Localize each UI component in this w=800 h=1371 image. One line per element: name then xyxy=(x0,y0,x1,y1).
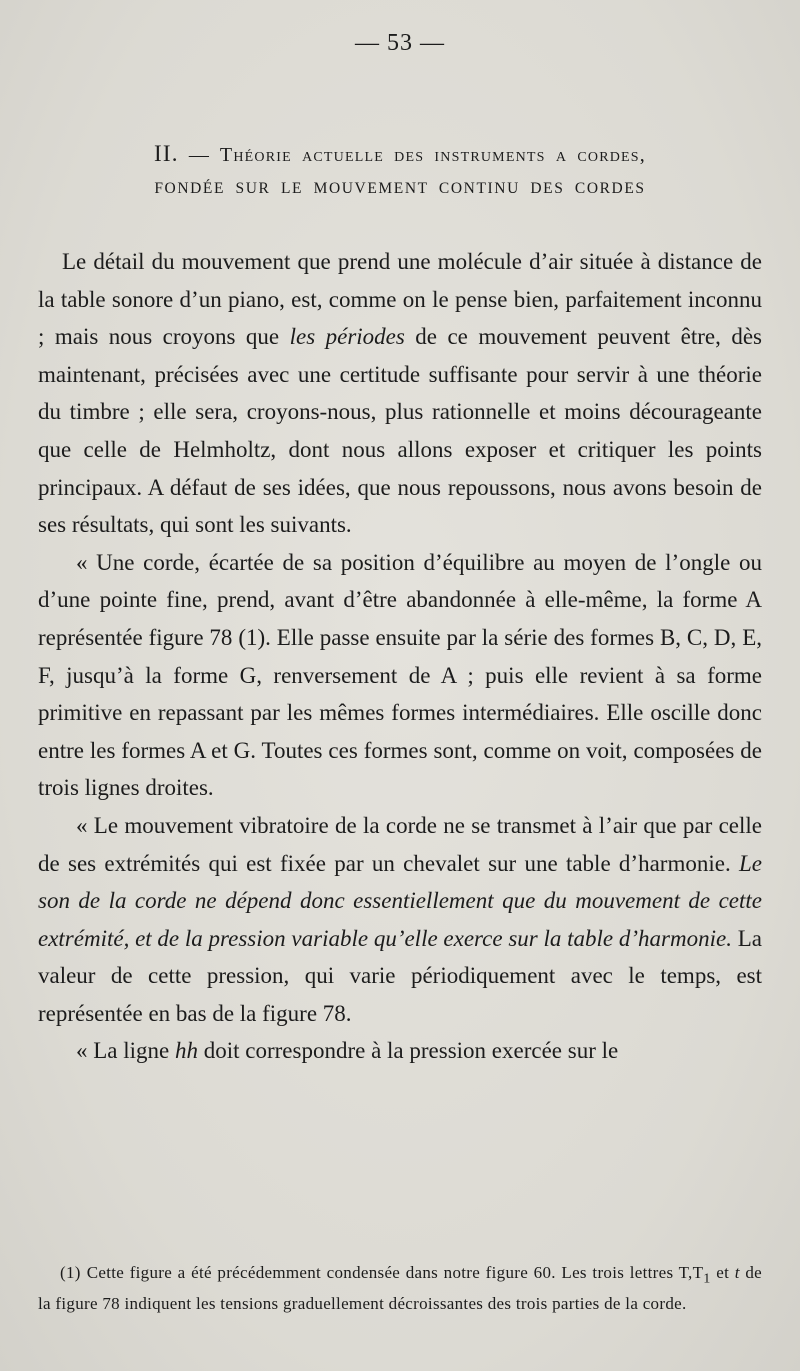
footnote-italic-text: t xyxy=(734,1263,740,1282)
section-number: II. xyxy=(154,141,179,166)
footnote xyxy=(38,1260,762,1316)
section-title-line-1: Théorie actuelle des instruments a cordes, xyxy=(219,144,646,166)
paragraph-text: « Une corde, écartée de sa position d’équilibre au moyen de l’ongle ou d’une pointe fine, prend, avant d’être abandonnée à elle-même, la forme A représentée figure 78 (1). Elle passe ensuite par la série des formes B, C, D, E, F, jusqu’à la forme G, renversement de A ; puis elle revient à sa forme primitive en repassant par les mêmes formes intermédiaires. Elle oscille donc entre les formes A et G. Toutes ces formes sont, comme on voit, composées de trois lignes droites. xyxy=(38,549,762,801)
footnote-marker: (1) xyxy=(60,1263,81,1282)
footnote-text: et xyxy=(710,1263,735,1282)
body-text xyxy=(38,243,762,1070)
section-heading-line-1 xyxy=(0,141,800,167)
footnote-text: 1 xyxy=(703,1270,711,1287)
paragraph-italic-text: Le son de la corde ne dépend donc essentiellement que du mouvement de cette extrémité, et de la pression variable qu’elle exerce sur la table d’harmonie. xyxy=(38,850,762,951)
paragraph xyxy=(38,807,762,1033)
paragraph xyxy=(38,1032,762,1070)
paragraph xyxy=(38,544,762,807)
paragraph xyxy=(38,243,762,544)
paragraph-text: « Le mouvement vibratoire de la corde ne se transmet à l’air que par celle de ses extrémités qui est fixée par un chevalet sur une table d’harmonie. xyxy=(38,812,762,876)
paragraph-text: Le détail du mouvement que prend une molécule d’air située à distance de la table sonore d’un piano, est, comme on le pense bien, parfaitement inconnu ; mais nous croyons que xyxy=(38,249,762,350)
footnote-text: Cette figure a été précédemment condensée dans notre figure 60. Les trois lettres T,T xyxy=(86,1263,704,1282)
paragraph-text: « La ligne xyxy=(76,1038,175,1064)
section-title-line-2: FONDÉE SUR LE MOUVEMENT CONTINU DES CORDES xyxy=(154,180,646,197)
section-dash: — xyxy=(188,144,211,166)
paragraph-text: La valeur de cette pression, qui varie périodiquement avec le temps, est représentée en bas de la figure 78. xyxy=(38,925,762,1026)
section-heading-line-2 xyxy=(0,180,800,198)
footnote-text: de la figure 78 indiquent les tensions graduellement décroissantes des trois parties de la corde. xyxy=(38,1263,762,1314)
paragraph-italic-text: les périodes xyxy=(289,324,405,350)
paragraph-text: doit correspondre à la pression exercée sur le xyxy=(198,1038,619,1064)
paragraph-text: de ce mouvement peuvent être, dès maintenant, précisées avec une certitude suffisante pour servir à une théorie du timbre ; elle sera, croyons-nous, plus rationnelle et moins décourageante que celle de Helmholtz, dont nous allons exposer et critiquer les points principaux. A défaut de ses idées, que nous repoussons, nous avons besoin de ses résultats, qui sont les suivants. xyxy=(38,324,762,538)
page-number: — 53 — xyxy=(355,30,445,56)
footnote-paragraph xyxy=(38,1260,762,1316)
paragraph-italic-text: hh xyxy=(175,1038,198,1064)
